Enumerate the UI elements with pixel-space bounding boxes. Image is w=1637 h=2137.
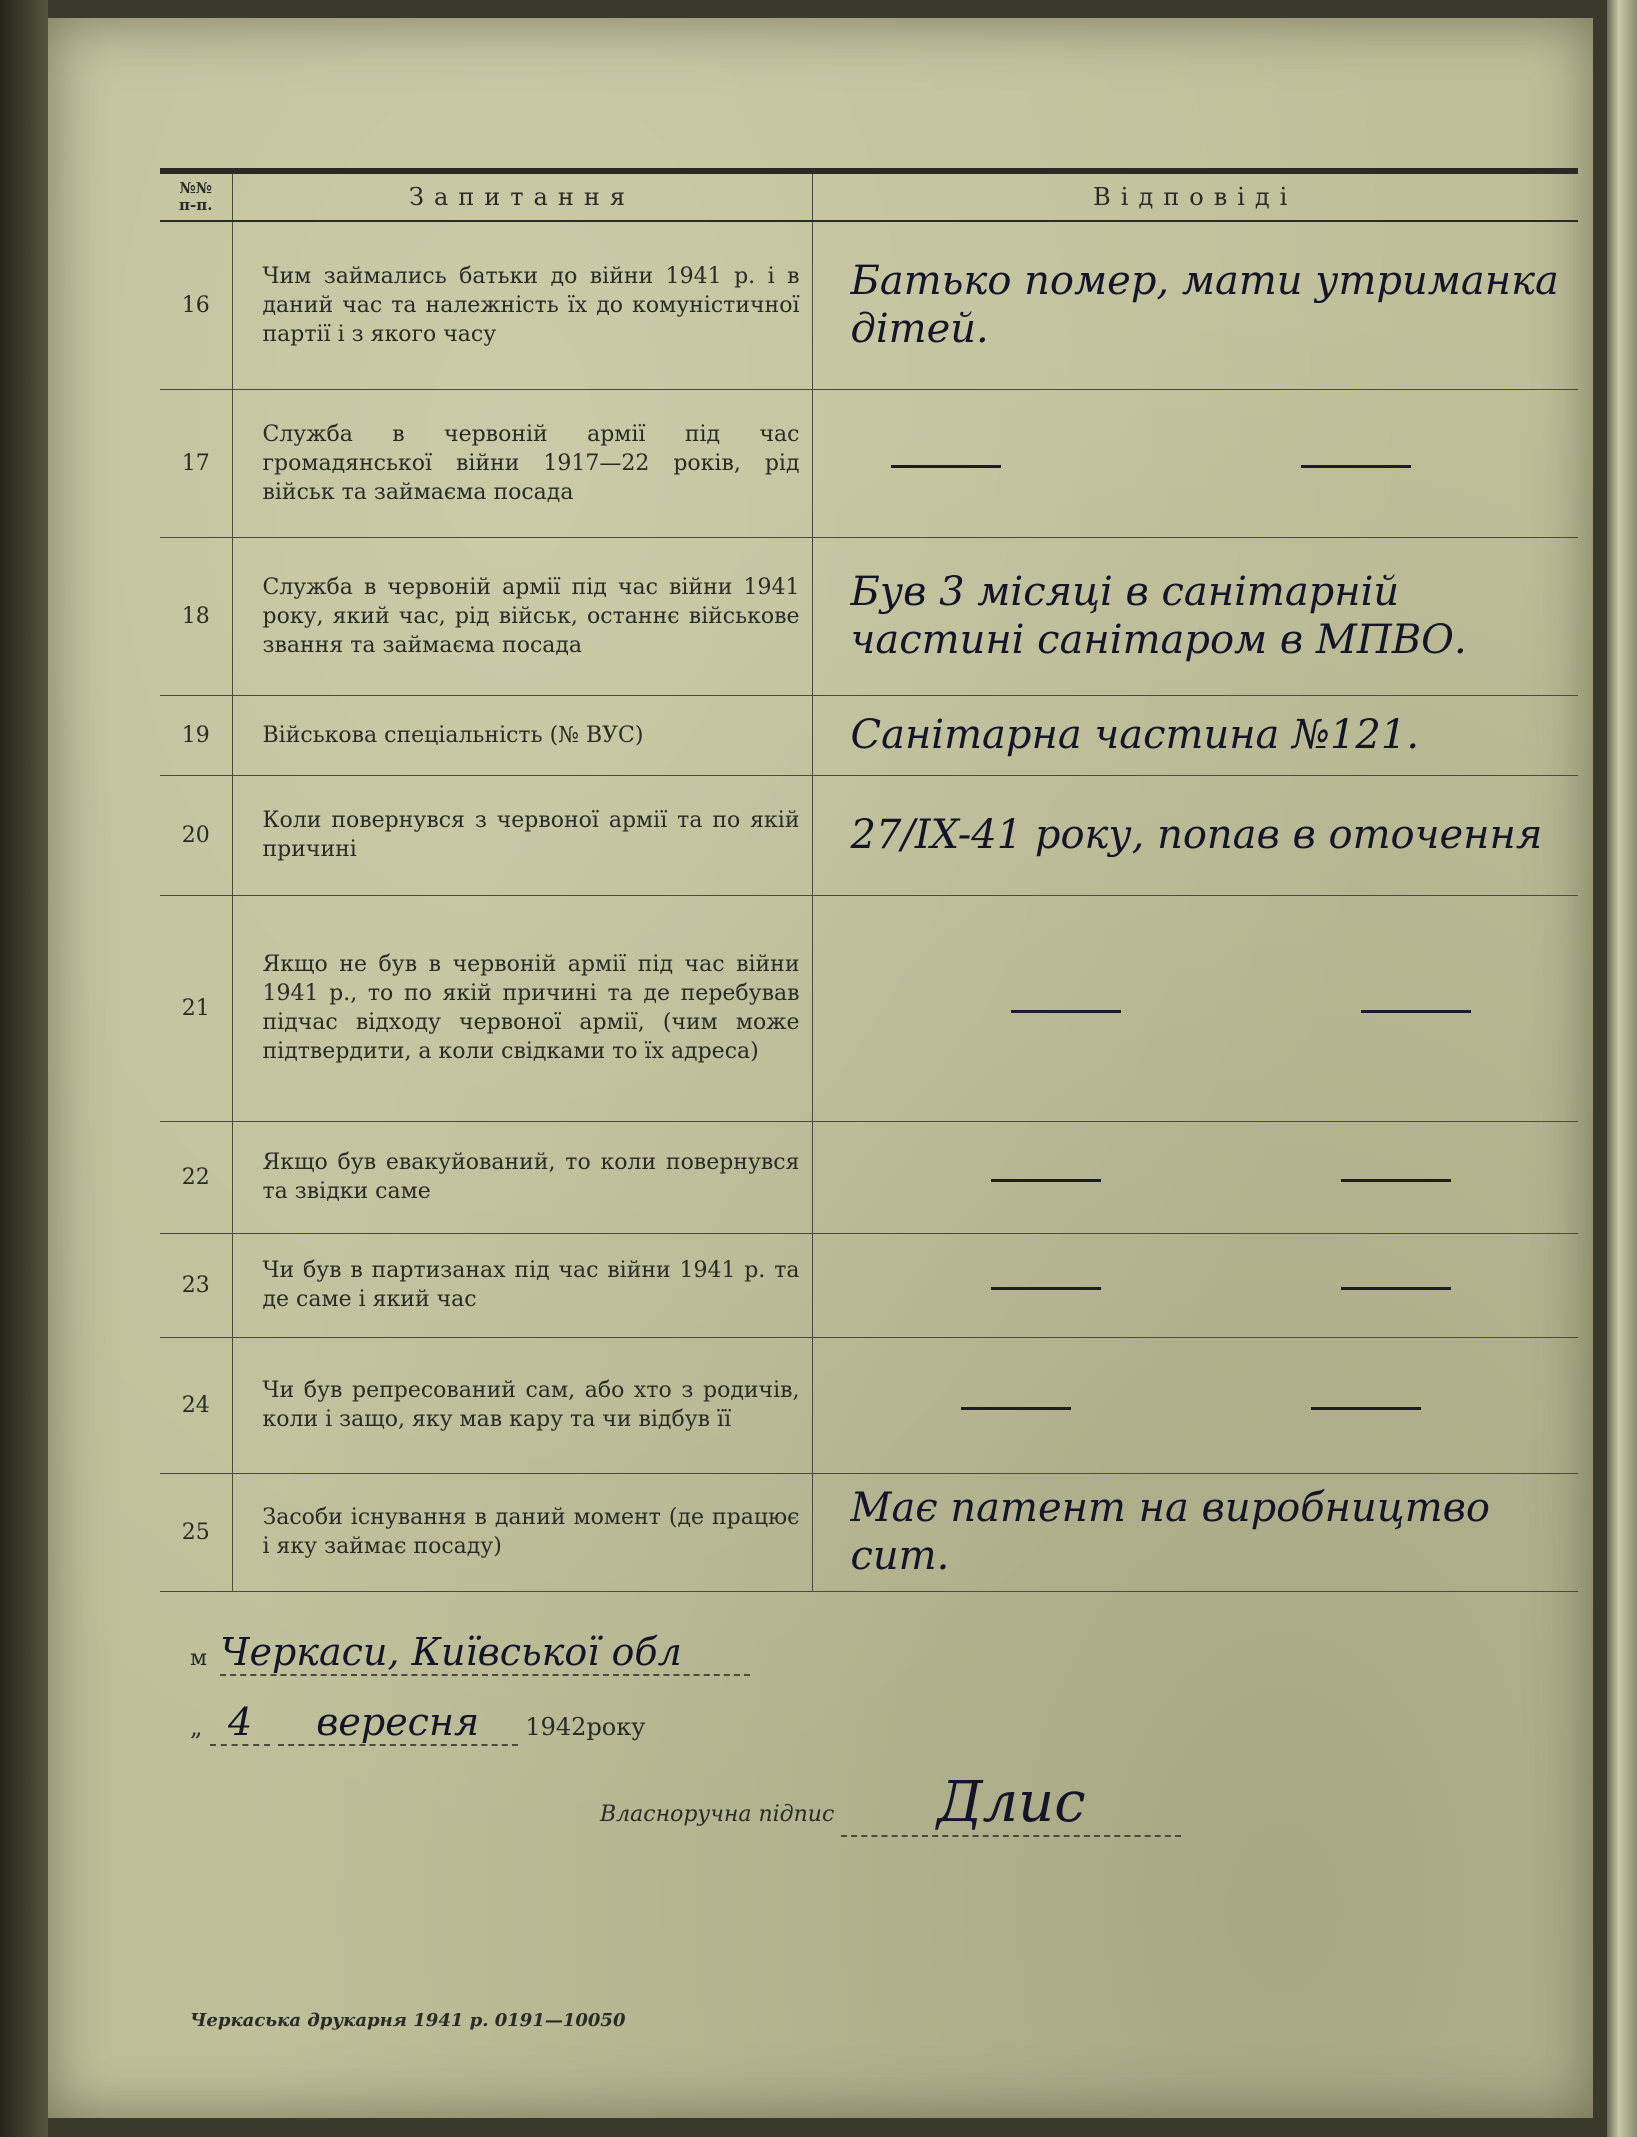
column-header-number: №№ п-п. [160,171,232,221]
row-answer: Був 3 місяці в санітарній частині санітаром в МПВО. [812,537,1578,695]
signature-label: Власноручна підпис [600,1802,835,1827]
row-answer: Батько помер, мати утриманка дітей. [812,221,1578,389]
row-question: Якщо не був в червоній армії під час війни 1941 р., то по якій причині та де перебував підчас відходу червоної армії, (чим може підтвердити, а коли свідками то їх адреса) [232,895,812,1121]
place-line [190,1630,770,1676]
table-row [160,775,1578,895]
table-row [160,895,1578,1121]
page-left-shadow [0,0,48,2137]
row-number: 21 [160,895,232,1121]
date-year: 1942 [525,1713,587,1741]
row-number: 24 [160,1337,232,1473]
column-header-answer: Відповіді [812,171,1578,221]
row-number: 25 [160,1473,232,1591]
dash-mark [961,1407,1071,1410]
place-prefix: м [190,1646,208,1671]
row-number: 19 [160,695,232,775]
row-number: 20 [160,775,232,895]
table-row [160,221,1578,389]
row-question: Чи був в партизанах під час війни 1941 р. та де саме і який час [232,1233,812,1337]
dash-mark [1301,465,1411,468]
dash-mark [991,1287,1101,1290]
row-answer-dashes [812,389,1578,537]
row-question: Засоби існування в даний момент (де працює і яку займає посаду) [232,1473,812,1591]
row-number: 23 [160,1233,232,1337]
place-value: Черкаси, Київської обл [220,1630,750,1676]
row-number: 16 [160,221,232,389]
dash-mark [1011,1010,1121,1013]
questionnaire-table [160,168,1578,1592]
table-row [160,389,1578,537]
dash-mark [1341,1179,1451,1182]
table-row [160,1233,1578,1337]
table-row [160,1473,1578,1591]
column-header-question: Запитання [232,171,812,221]
row-question: Військова спеціальність (№ ВУС) [232,695,812,775]
signature-line [600,1770,1260,1837]
printer-imprint: Черкаська друкарня 1941 р. 0191—10050 [190,2010,626,2031]
row-number: 18 [160,537,232,695]
row-answer-dashes [812,1121,1578,1233]
table-row [160,695,1578,775]
row-question: Чи був репресований сам, або хто з родичів, коли і защо, яку мав кару та чи відбув її [232,1337,812,1473]
row-question: Чим займались батьки до війни 1941 р. і в даний час та належність їх до комуністичної партії і з якого часу [232,221,812,389]
table-row [160,1337,1578,1473]
binding-spine [1607,0,1637,2137]
row-answer: Має патент на виробництво сит. [812,1473,1578,1591]
date-year-suffix: року [586,1713,646,1741]
row-answer-dashes [812,895,1578,1121]
row-answer-dashes [812,1337,1578,1473]
row-number: 22 [160,1121,232,1233]
dash-mark [1341,1287,1451,1290]
row-question: Якщо був евакуйований, то коли повернувся та звідки саме [232,1121,812,1233]
row-question: Коли повернувся з червоної армії та по якій причині [232,775,812,895]
dash-mark [1311,1407,1421,1410]
row-number: 17 [160,389,232,537]
table-row [160,1121,1578,1233]
row-answer: 27/IX-41 року, попав в оточення [812,775,1578,895]
table-header-row [160,171,1578,221]
dash-mark [891,465,1001,468]
date-line [190,1700,750,1746]
row-answer-dashes [812,1233,1578,1337]
signature-value: Длис [841,1770,1181,1837]
date-day: 4 [210,1700,270,1746]
date-open-quote: „ [190,1713,203,1741]
date-month: вересня [278,1700,518,1746]
row-answer: Санітарна частина №121. [812,695,1578,775]
row-question: Служба в червоній армії під час війни 1941 року, який час, рід військ, останнє військове звання та займаєма посада [232,537,812,695]
dash-mark [991,1179,1101,1182]
dash-mark [1361,1010,1471,1013]
table-row [160,537,1578,695]
row-question: Служба в червоній армії під час громадянської війни 1917—22 років, рід військ та займаєма посада [232,389,812,537]
